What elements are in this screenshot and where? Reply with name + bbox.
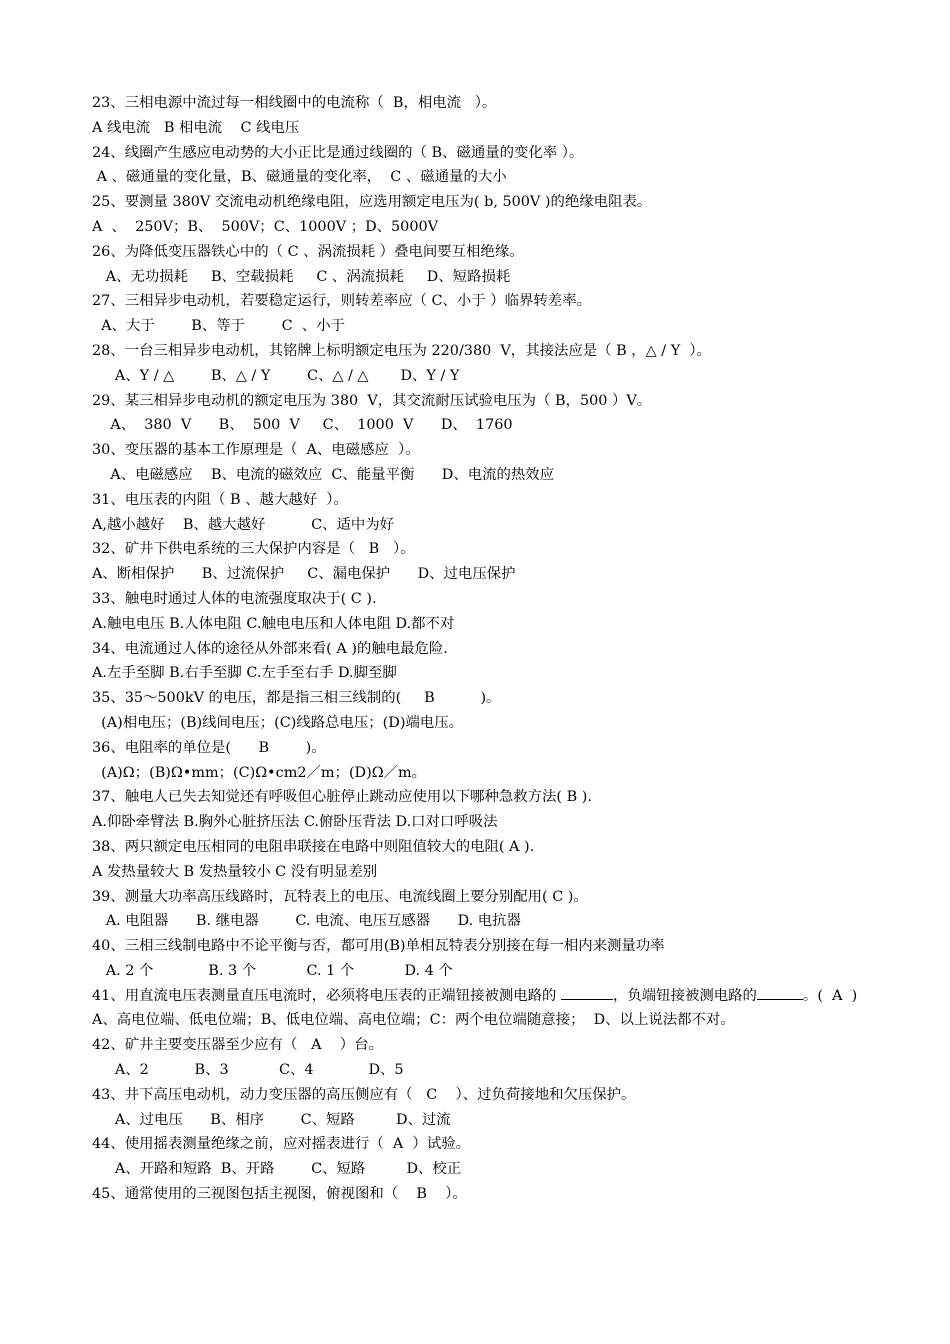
q40-options: A. 2 个 B. 3 个 C. 1 个 D. 4 个: [92, 962, 453, 979]
q23-options: A 线电流 B 相电流 C 线电压: [92, 119, 300, 136]
q44-options: A、开路和短路 B、开路 C、短路 D、校正: [92, 1161, 462, 1178]
q41-options: A、高电位端、低电位端；B、低电位端、高电位端；C：两个电位端随意接； D、以上说法都不对。: [92, 1012, 735, 1029]
q35-options: (A)相电压；(B)线间电压；(C)线路总电压；(D)端电压。: [92, 714, 464, 731]
q28-text: 28、一台三相异步电动机，其铭牌上标明额定电压为 220/380 V，其接法应是（ B ，△ / Y ）。: [92, 342, 711, 359]
q41-part1: 41、用直流电压表测量直压电流时，必须将电压表的正端钮接被测电路的: [92, 987, 561, 1004]
q41-part3: 。( A ): [802, 987, 858, 1004]
q44-text: 44、使用摇表测量绝缘之前，应对摇表进行（ A ）试验。: [92, 1136, 470, 1153]
q26-text: 26、为降低变压器铁心中的（ C 、涡流损耗 ）叠电间要互相绝缘。: [92, 243, 524, 260]
q27-options: A、大于 B、等于 C 、小于: [92, 318, 345, 335]
q41-blank-2: [757, 985, 803, 1000]
q25-text: 25、要测量 380V 交流电动机绝缘电阻，应选用额定电压为( b, 500V )的绝缘电阻表。: [92, 194, 652, 211]
q31-options: A,越小越好 B、越大越好 C、适中为好: [92, 516, 395, 533]
q41-blank-1: [561, 985, 613, 1000]
q29-options: A、 380 V B、 500 V C、 1000 V D、 1760: [92, 417, 513, 434]
q27-text: 27、三相异步电动机，若要稳定运行，则转差率应（ C、小于 ）临界转差率。: [92, 293, 591, 310]
q35-text: 35、35～500kV 的电压，都是指三相三线制的( B )。: [92, 690, 501, 707]
q38-options: A 发热量较大 B 发热量较小 C 没有明显差别: [92, 863, 378, 880]
q34-options: A.左手至脚 B.右手至脚 C.左手至右手 D.脚至脚: [92, 665, 397, 682]
q40-text: 40、三相三线制电路中不论平衡与否，都可用(B)单相瓦特表分别接在每一相内来测量功率: [92, 938, 665, 955]
q39-text: 39、测量大功率高压线路时，瓦特表上的电压、电流线圈上要分别配用( C )。: [92, 888, 588, 905]
q31-text: 31、电压表的内阻（ B 、越大越好 ）。: [92, 491, 348, 508]
q28-options: A、Y / △ B、△ / Y C、△ / △ D、Y / Y: [92, 367, 460, 384]
q29-text: 29、某三相异步电动机的额定电压为 380 V，其交流耐压试验电压为（ B，500 ）V。: [92, 392, 652, 409]
q23-text: 23、三相电源中流过每一相线圈中的电流称（ B，相电流 ）。: [92, 95, 497, 111]
q33-options: A.触电电压 B.人体电阻 C.触电电压和人体电阻 D.都不对: [92, 615, 455, 632]
q26-options: A、无功损耗 B、空载损耗 C 、涡流损耗 D、短路损耗: [92, 268, 511, 285]
q42-text: 42、矿井主要变压器至少应有（ A ）台。: [92, 1037, 383, 1054]
q36-text: 36、电阻率的单位是( B )。: [92, 739, 326, 756]
q45-text: 45、通常使用的三视图包括主视图，俯视图和（ B ）。: [92, 1186, 467, 1203]
q25-options: A 、 250V；B、 500V；C、1000V ；D、5000V: [92, 218, 439, 235]
q33-text: 33、触电时通过人体的电流强度取决于( C ).: [92, 590, 377, 607]
q37-text: 37、触电人已失去知觉还有呼吸但心脏停止跳动应使用以下哪种急救方法( B ).: [92, 789, 592, 806]
q34-text: 34、电流通过人体的途径从外部来看( A )的触电最危险.: [92, 640, 448, 657]
q43-text: 43、井下高压电动机，动力变压器的高压侧应有（ C ）、过负荷接地和欠压保护。: [92, 1086, 636, 1103]
q42-options: A、2 B、3 C、4 D、5: [92, 1062, 404, 1079]
q36-options: (A)Ω；(B)Ω•mm；(C)Ω•cm2／m；(D)Ω／m。: [92, 764, 427, 781]
q24-text: 24、线圈产生感应电动势的大小正比是通过线圈的（ B、磁通量的变化率 ）。: [92, 144, 584, 161]
q41-part2: ，负端钮接被测电路的: [613, 987, 757, 1004]
q43-options: A、过电压 B、相序 C、短路 D、过流: [92, 1111, 451, 1128]
q30-options: A、电磁感应 B、电流的磁效应 C、能量平衡 D、电流的热效应: [92, 466, 555, 483]
q39-options: A. 电阻器 B. 继电器 C. 电流、电压互感器 D. 电抗器: [92, 913, 521, 930]
q30-text: 30、变压器的基本工作原理是（ A、电磁感应 ）。: [92, 442, 420, 459]
q37-options: A.仰卧牵臂法 B.胸外心脏挤压法 C.俯卧压背法 D.口对口呼吸法: [92, 814, 498, 831]
q41-text: [92, 984, 890, 1009]
q32-text: 32、矿井下供电系统的三大保护内容是（ B ）。: [92, 541, 415, 558]
q24-options: A 、磁通量的变化量，B、磁通量的变化率， C 、磁通量的大小: [92, 169, 507, 186]
q38-text: 38、两只额定电压相同的电阻串联接在电路中则阻值较大的电阻( A ).: [92, 838, 535, 855]
q32-options: A、断相保护 B、过流保护 C、漏电保护 D、过电压保护: [92, 566, 516, 583]
